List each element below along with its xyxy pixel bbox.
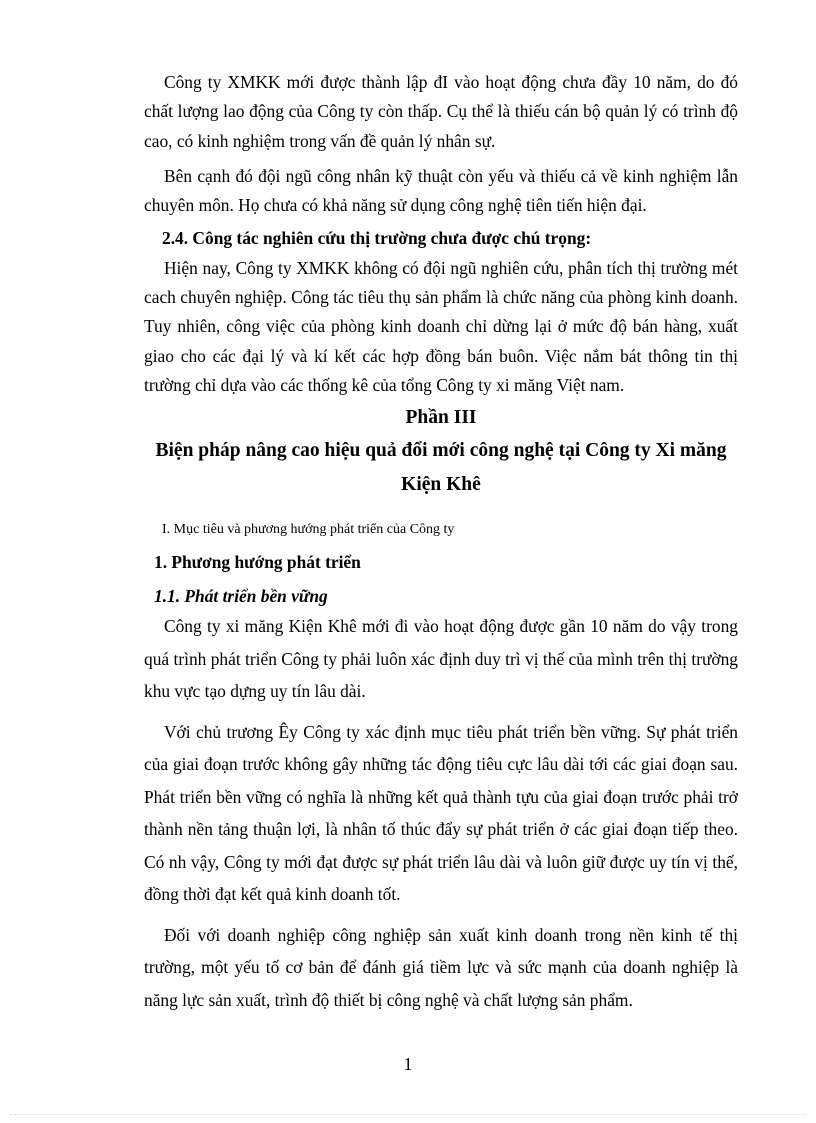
paragraph: Với chủ trương Êy Công ty xác định mục tiêu phát triển bền vững. Sự phát triển của giai đoạn trước không gây những tác động tiêu cực lâu dài tới các giai đoạn sau. Phát triển bền vững có nghĩa là những kết quả thành tựu của giai đoạn trước phải trở thành nền tảng thuận lợi, là nhân tố thúc đẩy sự phát triển ở các giai đoạn tiếp theo. Có nh vậy, Công ty mới đạt được sự phát triển lâu dài và luôn giữ được uy tín vị thế, đồng thời đạt kết quả kinh doanh tốt. bbox=[144, 721, 738, 905]
page-bottom-divider bbox=[10, 1114, 806, 1115]
page-content bbox=[144, 68, 738, 1016]
paragraph: Đối với doanh nghiệp công nghiệp sản xuất kinh doanh trong nền kinh tế thị trường, một yếu tố cơ bản để đánh giá tiềm lực và sức mạnh của doanh nghiệp là năng lực sản xuất, trình độ thiết bị công nghệ và chất lượng sản phẩm. bbox=[144, 924, 738, 1010]
paragraph: Công ty xi măng Kiện Khê mới đi vào hoạt động được gần 10 năm do vậy trong quá trình phát triển Công ty phải luôn xác định duy trì vị thế của mình trên thị trường khu vực tạo dựng uy tín lâu dài. bbox=[144, 616, 738, 702]
part-label: Phần III bbox=[405, 407, 477, 429]
part-title: Biện pháp nâng cao hiệu quả đổi mới công nghệ tại Công ty Xi măng Kiện Khê bbox=[155, 440, 727, 496]
subsection-heading: 1. Phương hướng phát triển bbox=[154, 552, 361, 573]
paragraph: Hiện nay, Công ty XMKK không có đội ngũ nghiên cứu, phân tích thị trường mét cach chuyên nghiệp. Công tác tiêu thụ sản phẩm là chức năng của phòng kinh doanh. Tuy nhiên, công việc của phòng kinh doanh chỉ dừng lại ở mức độ bán hàng, xuất giao cho các đại lý và kí kết các hợp đồng bán buôn. Việc nắm bát thông tin thị trường chỉ dựa vào các thống kê của tổng Công ty xi măng Việt nam. bbox=[144, 257, 738, 395]
page-number: 1 bbox=[403, 1054, 413, 1074]
section-heading: 2.4. Công tác nghiên cứu thị trường chưa được chú trọng: bbox=[162, 228, 592, 249]
sub-subsection-heading: 1.1. Phát triển bền vững bbox=[154, 586, 328, 607]
paragraph: Bên cạnh đó đội ngũ công nhân kỹ thuật còn yếu và thiếu cả về kinh nghiệm lẫn chuyên môn. Họ chưa có khả năng sử dụng công nghệ tiên tiến hiện đại. bbox=[144, 165, 738, 216]
outline-section-heading: I. Mục tiêu và phương hướng phát triển của Công ty bbox=[162, 522, 455, 538]
paragraph: Công ty XMKK mới được thành lập đI vào hoạt động chưa đầy 10 năm, do đó chất lượng lao động của Công ty còn thấp. Cụ thể là thiếu cán bộ quản lý có trình độ cao, có kinh nghiệm trong vấn đề quản lý nhân sự. bbox=[144, 72, 738, 151]
